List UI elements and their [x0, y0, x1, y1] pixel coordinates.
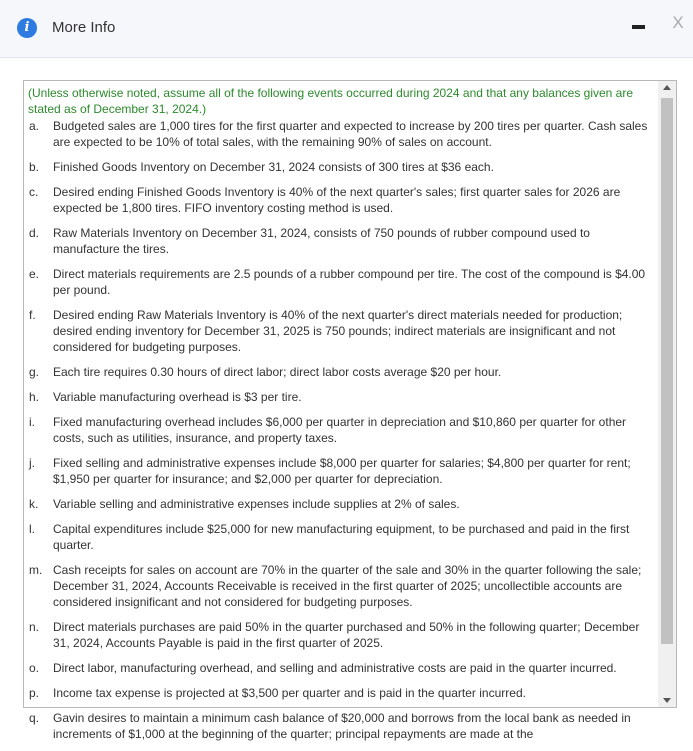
list-item — [28, 619, 653, 651]
scroll-down-arrow-icon[interactable] — [658, 693, 676, 707]
list-item — [28, 266, 653, 298]
item-letter: m. — [29, 563, 43, 577]
item-text: Fixed manufacturing overhead includes $6,000 per quarter in depreciation and $10,860 per quarter for other costs, such as utilities, insurance, and property taxes. — [53, 415, 627, 445]
item-letter: i. — [29, 415, 35, 429]
item-letter: e. — [29, 267, 40, 281]
list-item — [28, 225, 653, 257]
item-letter: c. — [29, 185, 39, 199]
item-letter: l. — [29, 522, 35, 536]
item-letter: g. — [29, 365, 40, 379]
scroll-up-arrow-icon[interactable] — [658, 81, 676, 95]
list-item — [28, 455, 653, 487]
item-text: Cash receipts for sales on account are 70% in the quarter of the sale and 30% in the quarter following the sale; December 31, 2024, Accounts Receivable is received in the first quarter of 2025; uncollectible accounts are considered insignificant and not considered for budgeting purposes. — [53, 563, 642, 609]
info-icon: i — [17, 18, 37, 38]
intro-note: (Unless otherwise noted, assume all of the following events occurred during 2024 and that any balances given are stated as of December 31, 2024.) — [28, 86, 634, 116]
item-text: Budgeted sales are 1,000 tires for the first quarter and expected to increase by 200 tires per quarter. Cash sales are expected to be 10% of total sales, with the remaining 90% of sales on account. — [53, 119, 648, 149]
list-item — [28, 521, 653, 553]
list-item — [28, 660, 653, 676]
item-letter: p. — [29, 686, 40, 700]
item-letter: a. — [29, 119, 40, 133]
item-letter: b. — [29, 160, 40, 174]
item-text: Variable selling and administrative expenses include supplies at 2% of sales. — [53, 497, 460, 511]
item-letter: h. — [29, 390, 40, 404]
list-item — [28, 710, 653, 742]
item-text: Desired ending Raw Materials Inventory is 40% of the next quarter's direct materials needed for production; desired ending inventory for December 31, 2025 is 750 pounds; indirect materials are insignificant and not considered for budgeting purposes. — [53, 308, 623, 354]
item-letter: o. — [29, 661, 40, 675]
info-content — [28, 85, 653, 751]
list-item — [28, 307, 653, 355]
item-text: Direct materials requirements are 2.5 pounds of a rubber compound per tire. The cost of the compound is $4.00 per pound. — [53, 267, 646, 297]
list-item — [28, 685, 653, 701]
list-item — [28, 184, 653, 216]
item-letter: q. — [29, 711, 40, 725]
minimize-icon — [632, 25, 645, 29]
item-text: Finished Goods Inventory on December 31, 2024 consists of 300 tires at $36 each. — [53, 160, 494, 174]
list-item — [28, 414, 653, 446]
item-letter: f. — [29, 308, 36, 322]
vertical-scrollbar[interactable] — [658, 81, 676, 707]
dialog-titlebar — [0, 0, 693, 58]
item-text: Direct labor, manufacturing overhead, and selling and administrative costs are paid in the quarter incurred. — [53, 661, 617, 675]
item-letter: d. — [29, 226, 40, 240]
item-text: Desired ending Finished Goods Inventory is 40% of the next quarter's sales; first quarter sales for 2026 are expected be 1,800 tires. FIFO inventory costing method is used. — [53, 185, 621, 215]
list-item — [28, 389, 653, 405]
minimize-button[interactable] — [632, 22, 646, 32]
item-text: Direct materials purchases are paid 50% in the quarter purchased and 50% in the following quarter; December 31, 2024, Accounts Payable is paid in the first quarter of 2025. — [53, 620, 640, 650]
item-text: Variable manufacturing overhead is $3 per tire. — [53, 390, 302, 404]
item-text: Raw Materials Inventory on December 31, 2024, consists of 750 pounds of rubber compound used to manufacture the tires. — [53, 226, 590, 256]
close-button[interactable]: X — [672, 13, 684, 32]
item-text: Fixed selling and administrative expenses include $8,000 per quarter for salaries; $4,800 per quarter for rent; $1,950 per quarter for insurance; and $2,000 per quarter for depreciation. — [53, 456, 631, 486]
dialog-title: More Info — [52, 19, 116, 36]
item-letter: j. — [29, 456, 35, 470]
item-text: Capital expenditures include $25,000 for new manufacturing equipment, to be purchased and paid in the first quarter. — [53, 522, 630, 552]
list-item — [28, 496, 653, 512]
item-text: Income tax expense is projected at $3,500 per quarter and is paid in the quarter incurred. — [53, 686, 526, 700]
item-letter: k. — [29, 497, 39, 511]
list-item — [28, 562, 653, 610]
info-list — [28, 118, 653, 742]
list-item — [28, 159, 653, 175]
item-letter: n. — [29, 620, 40, 634]
item-text: Gavin desires to maintain a minimum cash balance of $20,000 and borrows from the local bank as needed in increments of $1,000 at the beginning of the quarter; principal repayments are made at the — [53, 711, 631, 741]
list-item — [28, 364, 653, 380]
item-text: Each tire requires 0.30 hours of direct labor; direct labor costs average $20 per hour. — [53, 365, 502, 379]
info-scroll-panel[interactable] — [23, 80, 677, 741]
scrollbar-thumb[interactable] — [661, 98, 673, 644]
list-item — [28, 118, 653, 150]
